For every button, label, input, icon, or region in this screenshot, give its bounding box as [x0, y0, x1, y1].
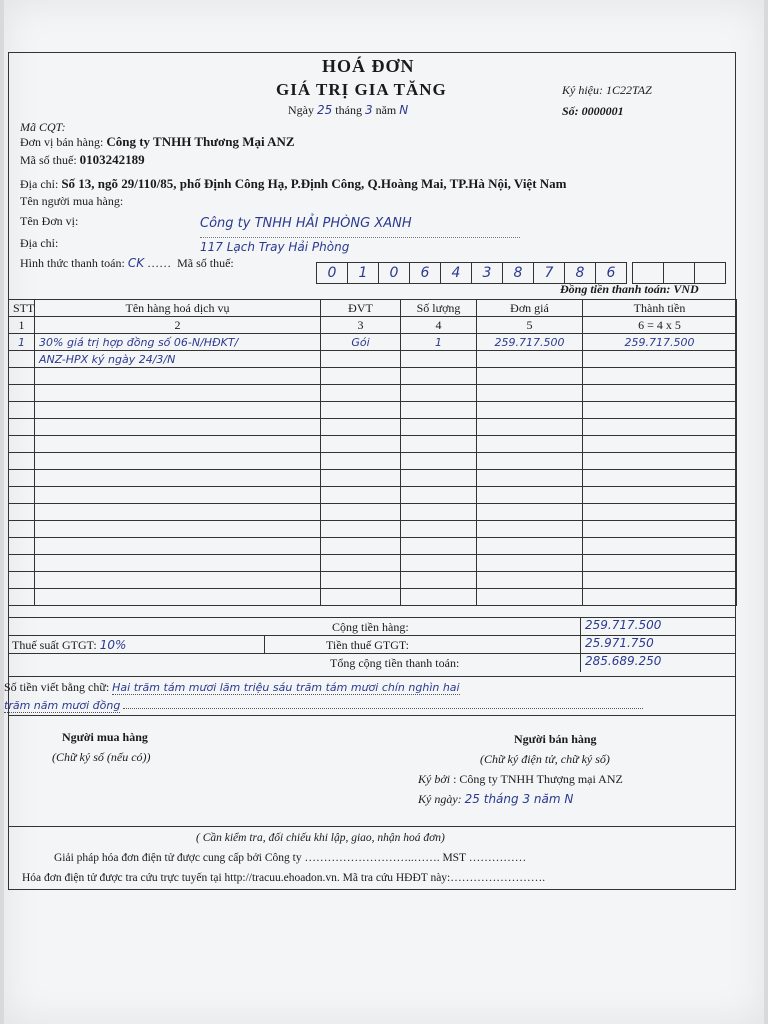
- cell: ANZ-HPX ký ngày 24/3/N: [35, 351, 321, 368]
- buyer-unit-label: Tên Đơn vị:: [20, 214, 79, 228]
- sign-date-label: Ký ngày:: [418, 792, 462, 806]
- number-value: 0000001: [581, 104, 624, 118]
- payment-label: Hình thức thanh toán:: [20, 256, 125, 270]
- tax-digit: [632, 262, 664, 284]
- table-row-empty: [9, 589, 737, 606]
- buyer-person-label: Tên người mua hàng:: [20, 194, 124, 208]
- seller-address-label: Địa chỉ:: [20, 177, 59, 191]
- date-prefix: Ngày: [288, 103, 314, 117]
- grand-total-label: Tổng cộng tiền thanh toán:: [330, 656, 460, 670]
- buyer-address: 117 Lạch Tray Hải Phòng: [200, 240, 350, 254]
- vat-rate-value: 10%: [99, 638, 127, 652]
- vat-rate-row: [12, 638, 126, 653]
- seller-signature-title: Người bán hàng: [514, 732, 597, 746]
- words-row-1: [4, 680, 460, 695]
- words-line-1: Hai trăm tám mươi lăm triệu sáu trăm tám mươi chín nghìn hai: [112, 681, 460, 694]
- buyer-unit-dotline: [200, 237, 520, 238]
- table-row-empty: [9, 538, 737, 555]
- tax-digit: 6: [409, 262, 441, 284]
- grand-total-row: [8, 653, 736, 672]
- table-row-empty: [9, 385, 737, 402]
- symbol-label: Ký hiệu:: [562, 83, 603, 97]
- col-number: 2: [35, 317, 321, 334]
- invoice-subtitle: GIÁ TRỊ GIA TĂNG: [276, 80, 447, 99]
- amount-in-words: [4, 676, 736, 716]
- table-row: [9, 351, 737, 368]
- table-row-empty: [9, 521, 737, 538]
- vat-row: [8, 635, 736, 654]
- cell: Gói: [321, 334, 401, 351]
- date-year: N: [399, 103, 409, 117]
- invoice-number: [562, 104, 624, 119]
- cell: 259.717.500: [583, 334, 737, 351]
- signed-by-label: Ký bởi: [418, 772, 451, 786]
- col-number: 3: [321, 317, 401, 334]
- cell: 30% giá trị hợp đồng số 06-N/HĐKT/: [35, 334, 321, 351]
- table-row-empty: [9, 402, 737, 419]
- signed-by-row: [418, 772, 623, 787]
- cell: 259.717.500: [477, 334, 583, 351]
- buyer-signature-title: Người mua hàng: [62, 730, 148, 744]
- col-header: Tên hàng hoá dịch vụ: [35, 300, 321, 317]
- col-header: Đơn giá: [477, 300, 583, 317]
- tax-digit: 3: [471, 262, 503, 284]
- footer-lookup: Hóa đơn điện tử được tra cứu trực tuyến tại http://tracuu.ehoadon.vn. Mã tra cứu HĐĐT này:…………………….: [22, 872, 546, 884]
- footer-divider: [8, 826, 736, 827]
- seller-name-row: [20, 134, 295, 150]
- cell: [321, 351, 401, 368]
- vat-value: 25.971.750: [580, 636, 736, 654]
- sign-date-value: 25 tháng 3 năm N: [464, 792, 574, 806]
- buyer-unit-row: [20, 214, 78, 229]
- words-label: Số tiền viết bằng chữ:: [4, 680, 110, 694]
- table-colnum-row: [9, 317, 737, 334]
- table-row: [9, 334, 737, 351]
- buyer-tax-label: Mã số thuế:: [177, 256, 234, 270]
- payment-method: CK: [127, 256, 145, 270]
- cell: [477, 351, 583, 368]
- date-month: 3: [364, 103, 373, 117]
- number-label: Số:: [562, 104, 579, 118]
- tax-digit: 1: [347, 262, 379, 284]
- seller-tax-label: Mã số thuế:: [20, 153, 77, 167]
- subtotal-value: 259.717.500: [580, 618, 736, 636]
- seller-name-label: Đơn vị bán hàng:: [20, 135, 104, 149]
- buyer-tax-code-boxes: [316, 262, 725, 284]
- tax-digit: [694, 262, 726, 284]
- seller-tax-code: 0103242189: [79, 152, 145, 167]
- col-number: 1: [9, 317, 35, 334]
- date-month-label: tháng: [335, 103, 362, 117]
- col-header: Thành tiền: [583, 300, 737, 317]
- tax-digit: 4: [440, 262, 472, 284]
- buyer-signature-note: (Chữ ký số (nếu có)): [52, 750, 151, 764]
- signed-by-value: : Công ty TNHH Thượng mại ANZ: [453, 772, 623, 786]
- seller-address: Số 13, ngõ 29/110/85, phố Định Công Hạ, P.Định Công, Q.Hoàng Mai, TP.Hà Nội, Việt Nam: [61, 176, 567, 191]
- table-row-empty: [9, 504, 737, 521]
- table-row-empty: [9, 487, 737, 504]
- tax-digit: 7: [533, 262, 565, 284]
- cell: 1: [401, 334, 477, 351]
- table-row-empty: [9, 470, 737, 487]
- cell: 1: [9, 334, 35, 351]
- vat-rate-label: Thuế suất GTGT:: [12, 638, 97, 652]
- seller-address-row: [20, 176, 567, 192]
- currency-label: Đồng tiền thanh toán: VND: [560, 282, 699, 296]
- col-number: 5: [477, 317, 583, 334]
- seller-name: Công ty TNHH Thương Mại ANZ: [106, 134, 295, 149]
- tax-digit: 8: [564, 262, 596, 284]
- table-row-empty: [9, 453, 737, 470]
- table-row-empty: [9, 368, 737, 385]
- invoice-symbol: [562, 83, 652, 98]
- sign-date-row: [418, 792, 573, 807]
- table-row-empty: [9, 572, 737, 589]
- cell: [9, 351, 35, 368]
- seller-tax-row: [20, 152, 145, 168]
- items-table: [8, 299, 737, 606]
- words-row-2: [4, 698, 704, 713]
- tax-digit: [663, 262, 695, 284]
- seller-signature-note: (Chữ ký điện tử, chữ ký số): [480, 752, 610, 766]
- tax-digit: 6: [595, 262, 627, 284]
- invoice-title: HOÁ ĐƠN: [322, 56, 415, 76]
- date-year-label: năm: [375, 103, 397, 117]
- footer-note: ( Cần kiểm tra, đối chiếu khi lập, giao, nhận hoá đơn): [196, 832, 445, 844]
- table-row-empty: [9, 419, 737, 436]
- vat-label: Tiền thuế GTGT:: [326, 638, 409, 652]
- col-header: Số lượng: [401, 300, 477, 317]
- table-row-empty: [9, 436, 737, 453]
- buyer-unit: Công ty TNHH HẢI PHÒNG XANH: [200, 216, 412, 231]
- cell: [401, 351, 477, 368]
- subtotal-row: [8, 617, 736, 636]
- cell: [583, 351, 737, 368]
- words-line-2: trăm năm mươi đồng: [4, 699, 121, 712]
- subtotal-label: Cộng tiền hàng:: [332, 620, 409, 634]
- invoice-date: [288, 103, 408, 118]
- tax-digit: 0: [378, 262, 410, 284]
- col-header: ĐVT: [321, 300, 401, 317]
- cqt-code-label: Mã CQT:: [20, 120, 66, 134]
- table-header-row: [9, 300, 737, 317]
- col-number: 6 = 4 x 5: [583, 317, 737, 334]
- tax-digit: 0: [316, 262, 348, 284]
- payment-row: Hình thức thanh toán: CK …… Mã số thuế:: [20, 256, 234, 270]
- symbol-value: 1C22TAZ: [606, 83, 652, 97]
- grand-total-value: 285.689.250: [580, 654, 736, 672]
- table-row-empty: [9, 555, 737, 572]
- footer-provider: Giải pháp hóa đơn điện tử được cung cấp bởi Công ty ………………………..……. MST ……………: [54, 852, 527, 864]
- col-header: STT: [9, 300, 35, 317]
- date-day: 25: [317, 103, 333, 117]
- buyer-address-label: Địa chỉ:: [20, 236, 59, 250]
- tax-digit: 8: [502, 262, 534, 284]
- col-number: 4: [401, 317, 477, 334]
